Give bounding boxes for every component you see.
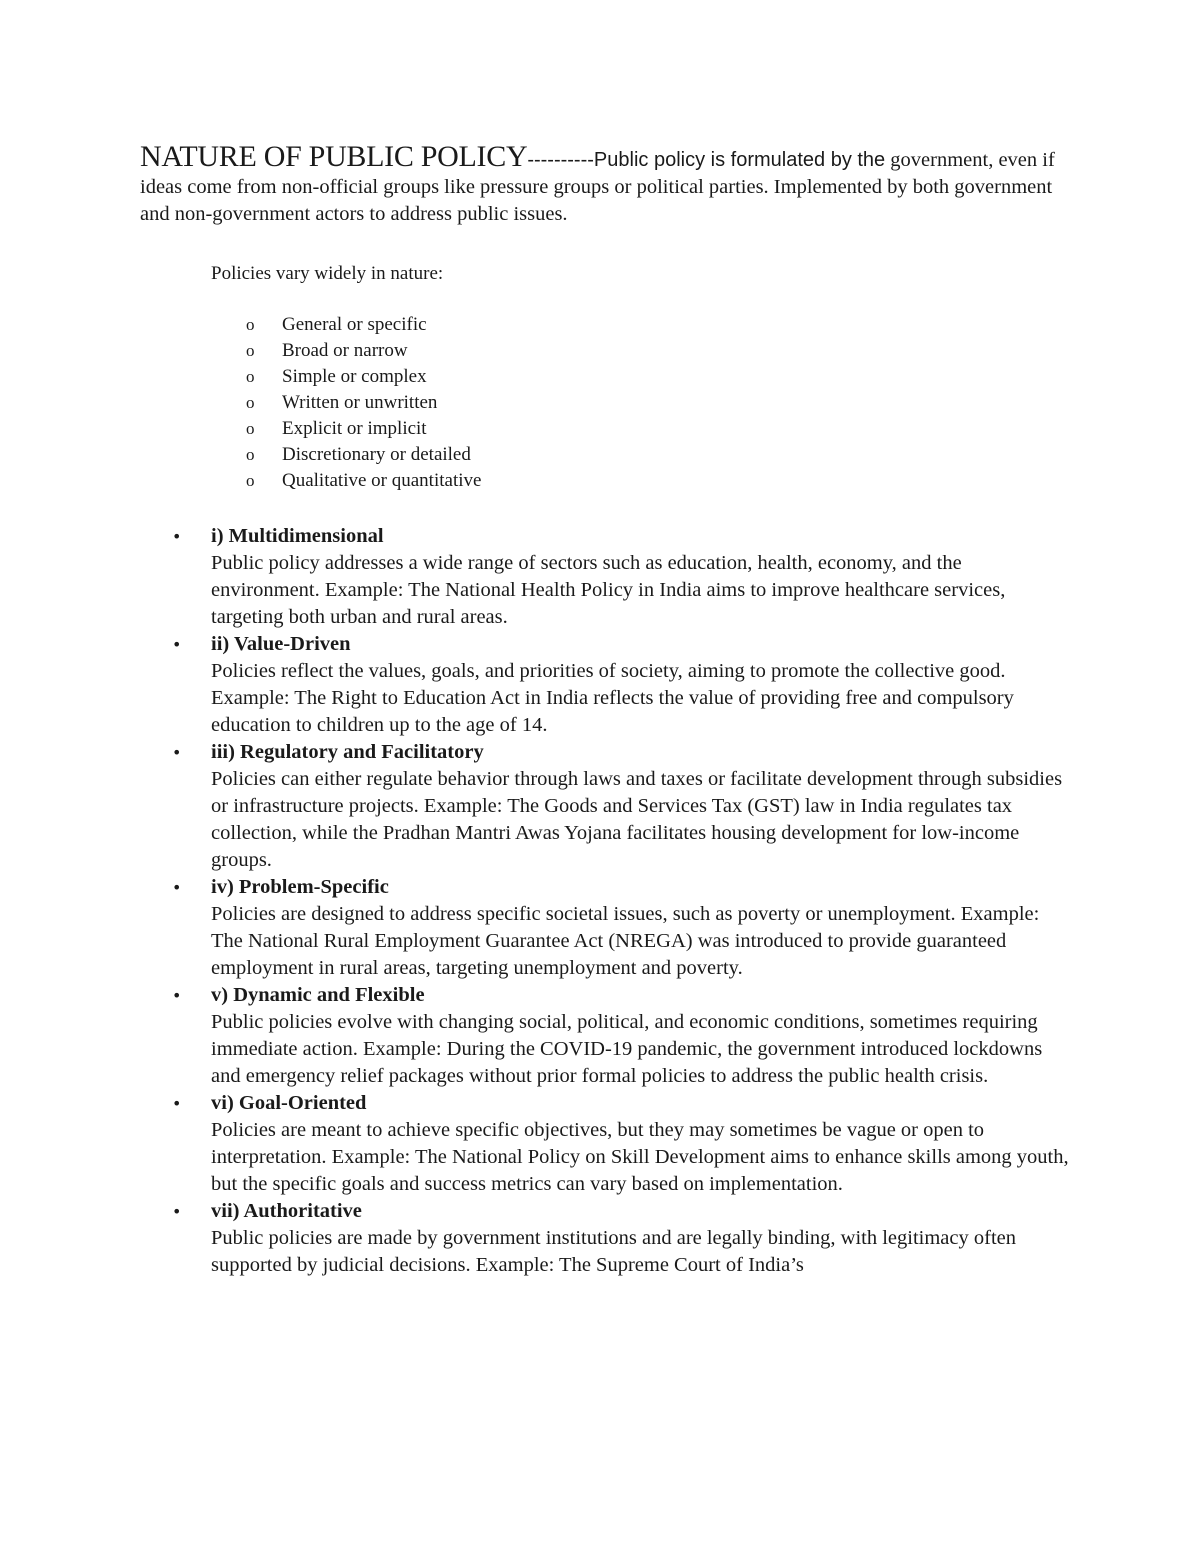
features-list [172,523,1072,1279]
list-item-text: General or specific [282,314,427,335]
heading-body-text: government, even if ideas come from non-official groups like pressure groups or political parties. Implemented by both government and non-government actors to address public issues. [140,149,1055,225]
circle-bullet-icon: o [246,367,255,386]
bullet-dot-icon: • [172,527,182,546]
bullet-dot-icon: • [172,1202,182,1221]
feature-title: vi) Goal-Oriented [211,1092,367,1114]
list-item-text: Broad or narrow [282,340,408,361]
feature-title: iii) Regulatory and Facilitatory [211,741,484,763]
feature-title: v) Dynamic and Flexible [211,984,425,1006]
heading-lead-text: Public policy is formulated by the [593,149,886,171]
bullet-dot-icon: • [172,743,182,762]
title-dashes: ---------- [527,149,594,171]
list-item [246,338,481,364]
feature-title: i) Multidimensional [211,525,384,547]
list-item-text: Written or unwritten [282,392,438,413]
list-item-text: Discretionary or detailed [282,444,471,465]
circle-bullet-icon: o [246,419,255,438]
bullet-dot-icon: • [172,878,182,897]
list-item [246,442,481,468]
feature-title: vii) Authoritative [211,1200,362,1222]
list-item [246,312,481,338]
circle-bullet-icon: o [246,315,255,334]
list-item [246,390,481,416]
feature-body: Policies can either regulate behavior through laws and taxes or facilitate development through subsidies or infrastructure projects. Example: The Goods and Services Tax (GST) law in India regulates tax collection, while the Pradhan Mantri Awas Yojana facilitates housing development for low-income groups. [211,768,1063,871]
bullet-dot-icon: • [172,1094,182,1113]
feature-item-goal-oriented [172,1090,1072,1198]
heading-paragraph [140,140,1080,228]
feature-item-problem-specific [172,874,1072,982]
feature-item-dynamic [172,982,1072,1090]
circle-bullet-icon: o [246,445,255,464]
feature-title: iv) Problem-Specific [211,876,389,898]
nature-list [246,312,481,494]
bullet-dot-icon: • [172,986,182,1005]
intro-line: Policies vary widely in nature: [211,263,444,284]
feature-item-value-driven [172,631,1072,739]
feature-body: Policies reflect the values, goals, and priorities of society, aiming to promote the collective good. Example: The Right to Education Act in India reflects the value of providing free and compulsory education to children up to the age of 14. [211,660,1014,736]
list-item [246,364,481,390]
list-item-text: Qualitative or quantitative [282,470,482,491]
list-item-text: Explicit or implicit [282,418,427,439]
bullet-dot-icon: • [172,635,182,654]
feature-body: Public policy addresses a wide range of sectors such as education, health, economy, and the environment. Example: The National Health Policy in India aims to improve healthcare services, targeting both urban and rural areas. [211,552,1006,628]
circle-bullet-icon: o [246,471,255,490]
list-item-text: Simple or complex [282,366,427,387]
feature-body: Public policies are made by government institutions and are legally binding, with legitimacy often supported by judicial decisions. Example: The Supreme Court of India’s [211,1227,1017,1276]
circle-bullet-icon: o [246,341,255,360]
feature-item-authoritative [172,1198,1072,1279]
list-item [246,468,481,494]
feature-item-multidimensional [172,523,1072,631]
feature-body: Policies are meant to achieve specific objectives, but they may sometimes be vague or open to interpretation. Example: The National Policy on Skill Development aims to enhance skills among youth, but the specific goals and success metrics can vary based on implementation. [211,1119,1069,1195]
list-item [246,416,481,442]
circle-bullet-icon: o [246,393,255,412]
feature-title: ii) Value-Driven [211,633,351,655]
feature-item-regulatory [172,739,1072,874]
feature-body: Policies are designed to address specific societal issues, such as poverty or unemployment. Example: The National Rural Employment Guarantee Act (NREGA) was introduced to provide guaranteed employment in rural areas, targeting unemployment and poverty. [211,903,1040,979]
document-title: NATURE OF PUBLIC POLICY [140,140,528,173]
feature-body: Public policies evolve with changing social, political, and economic conditions, sometimes requiring immediate action. Example: During the COVID-19 pandemic, the government introduced lockdowns and emergency relief packages without prior formal policies to address the public health crisis. [211,1011,1043,1087]
